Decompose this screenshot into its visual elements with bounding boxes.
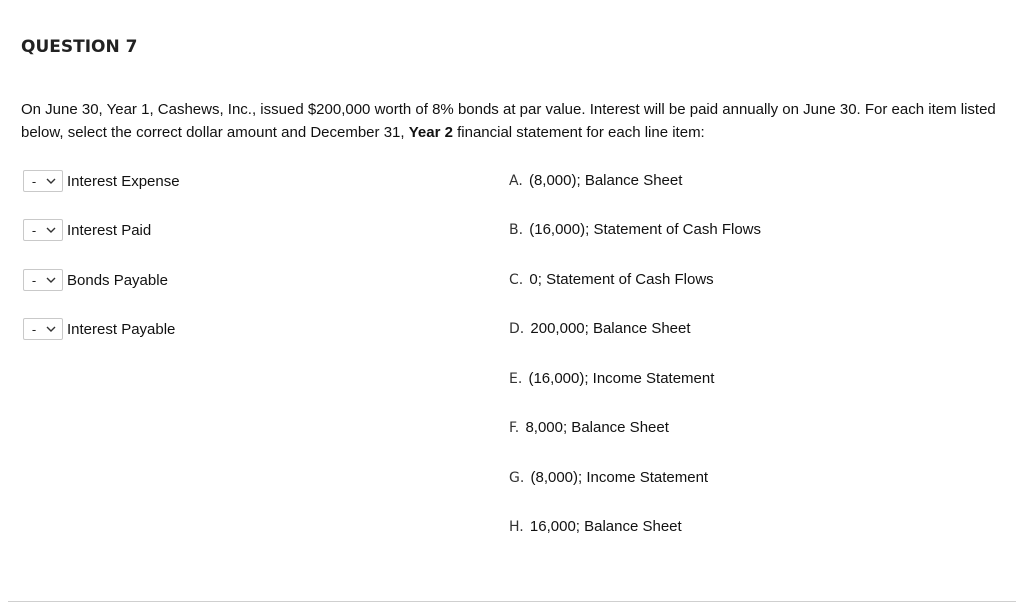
divider [8,601,1016,602]
answer-text: (8,000); Income Statement [530,469,709,486]
answer-text: 8,000; Balance Sheet [525,419,669,436]
match-row-interest-paid [23,218,151,242]
answer-choice-g [509,468,708,488]
answer-select[interactable] [23,318,63,340]
answer-text: 200,000; Balance Sheet [530,320,691,337]
answer-select[interactable] [23,170,63,192]
answer-choice-d [509,319,691,339]
select-value: - [31,222,37,238]
question-text-end: financial statement for each line item: [452,124,705,141]
answer-letter: D. [509,321,525,337]
question-title: QUESTION 7 [21,37,138,57]
answer-choice-h [509,517,682,537]
answer-letter: A. [509,173,523,189]
answer-letter: C. [509,272,524,288]
item-label: Bonds Payable [67,271,168,289]
match-row-bonds-payable [23,268,168,292]
answer-text: (16,000); Income Statement [528,370,715,387]
question-text-start: On June 30, Year 1, Cashews, Inc., issued $200,000 worth of 8% bonds at par value. Interest will be paid annually on June 30. For each item listed below, select the correct dollar amount and December 31, [21,101,996,141]
match-row-interest-payable [23,317,175,341]
match-row-interest-expense [23,169,180,193]
answer-choice-c [509,270,714,290]
answer-select[interactable] [23,269,63,291]
answer-text: 16,000; Balance Sheet [529,518,682,535]
answer-choice-f [509,418,669,438]
answer-text: (8,000); Balance Sheet [528,172,683,189]
answer-text: 0; Statement of Cash Flows [529,271,714,288]
item-label: Interest Expense [67,172,180,190]
answer-text: (16,000); Statement of Cash Flows [529,221,762,238]
item-label: Interest Payable [67,320,176,338]
answer-letter: H. [509,519,524,535]
answer-letter: F. [509,420,520,436]
answer-letter: G. [509,470,525,486]
chevron-down-icon [42,219,60,241]
chevron-down-icon [42,269,60,291]
select-value: - [31,321,37,337]
answer-choice-a [509,171,682,191]
answer-choice-b [509,220,761,240]
item-label: Interest Paid [67,221,152,239]
chevron-down-icon [42,170,60,192]
answer-choice-e [509,369,714,389]
select-value: - [31,173,37,189]
question-text [21,98,996,144]
answer-letter: E. [509,371,523,387]
answer-letter: B. [509,222,524,238]
question-text-bold: Year 2 [408,124,453,141]
answer-select[interactable] [23,219,63,241]
select-value: - [31,272,37,288]
chevron-down-icon [42,318,60,340]
